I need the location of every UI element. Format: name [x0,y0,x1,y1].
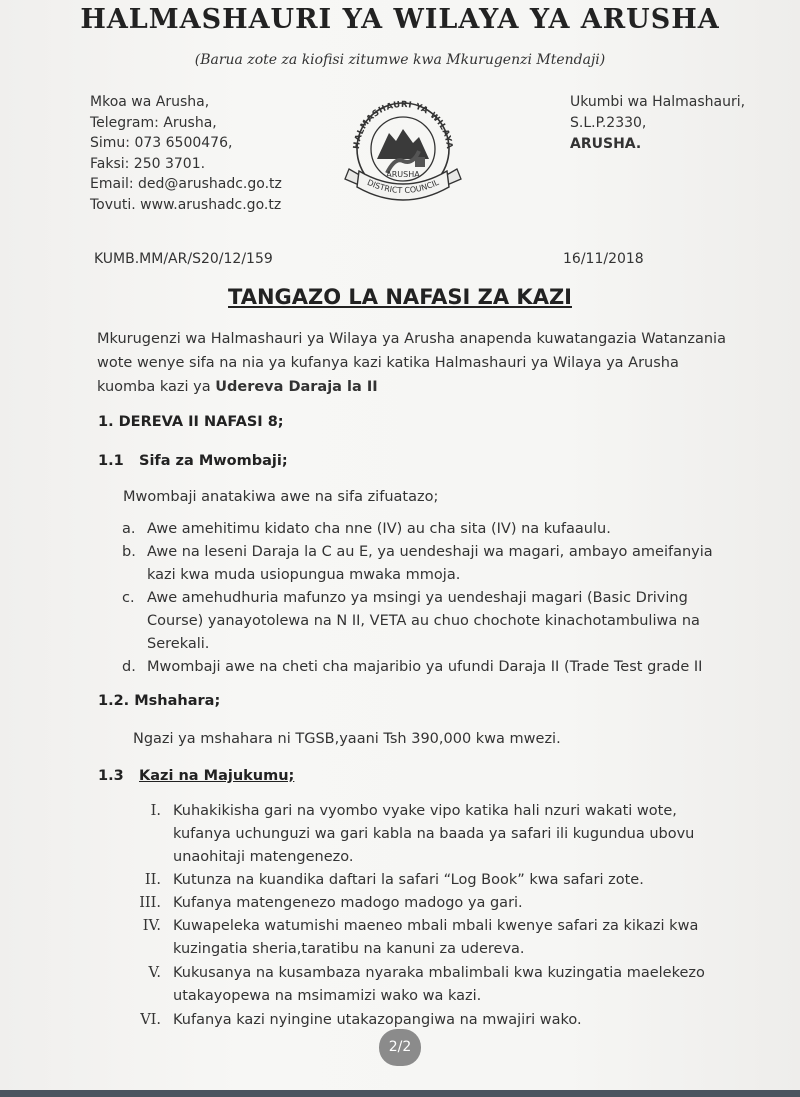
list-item-text: kuzingatia sheria,taratibu na kanuni za udereva. [173,941,525,957]
list-item-text: Kufanya kazi nyingine utakazopangiwa na mwajiri wako. [173,1012,582,1028]
section-1-1-number: 1.1 [98,453,124,469]
list-item-text: Kutunza na kuandika daftari la safari “Log Book” kwa safari zote. [173,872,644,888]
list-item-text: Mwombaji awe na cheti cha majaribio ya ufundi Daraja II (Trade Test grade II [147,659,703,675]
contact-line: Simu: 073 6500476, [90,135,233,151]
list-item-text: Kukusanya na kusambaza nyaraka mbalimbali kwa kuzingatia maelekezo [173,965,705,981]
section-1-1-title: Sifa za Mwombaji; [139,453,288,469]
list-marker: II. [144,872,161,888]
list-item-text: Course) yanayotolewa na N II, VETA au chuo chochote kinachotambuliwa na [147,613,700,629]
address-line: Ukumbi wa Halmashauri, [570,94,746,110]
list-item-text: Kuhakikisha gari na vyombo vyake vipo katika hali nzuri wakati wote, [173,803,677,819]
address-line: S.L.P.2330, [570,115,647,131]
list-marker: I. [150,803,161,819]
list-marker: III. [139,895,161,911]
intro-text: Mkurugenzi wa Halmashauri ya Wilaya ya Arusha anapenda kuwatangazia Watanzania wote wenye sifa na nia ya kufanya kazi katika Halmashauri ya Wilaya ya Arusha kuomba kazi ya [97,331,726,395]
section-1-3-number: 1.3 [98,768,124,784]
contact-details-left [90,92,282,215]
list-item-text: Kuwapeleka watumishi maeneo mbali mbali kwenye safari za kikazi kwa [173,918,699,934]
council-subtitle: (Barua zote za kiofisi zitumwe kwa Mkurugenzi Mtendaji) [194,52,606,68]
qualifications-intro: Mwombaji anatakiwa awe na sifa zifuatazo; [123,489,439,505]
list-item-text: unaohitaji matengenezo. [173,849,354,865]
letter-date: 16/11/2018 [563,251,644,267]
list-item-text: utakayopewa na msimamizi wako wa kazi. [173,988,482,1004]
list-marker: c. [122,590,135,606]
announcement-heading: TANGAZO LA NAFASI ZA KAZI [228,285,572,309]
email-line: Email: ded@arushadc.go.tz [90,176,282,192]
district-council-seal [333,93,473,205]
intro-job-title: Udereva Daraja la II [215,379,378,395]
list-item-text: Serekali. [147,636,210,652]
list-marker: IV. [142,918,161,934]
list-item-text: Awe na leseni Daraja la C au E, ya uendeshaji wa magari, ambayo ameifanyia [147,544,713,560]
website-line: Tovuti. www.arushadc.go.tz [90,196,282,213]
list-item-text: kazi kwa muda usiopungua mwaka mmoja. [147,567,461,583]
svg-text:HALMASHAURI YA WILAYA: HALMASHAURI YA WILAYA [351,99,455,150]
list-marker: a. [122,521,136,537]
list-item-text: kufanya uchunguzi wa gari kabla na baada ya safari ili kugundua ubovu [173,826,695,842]
list-marker: V. [148,965,161,981]
section-1-2-heading: 1.2. Mshahara; [98,693,221,709]
page-indicator[interactable]: 2/2 [379,1029,421,1066]
section-1-3-title: Kazi na Majukumu; [139,768,295,784]
contact-line: Mkoa wa Arusha, [90,94,210,110]
bottom-edge [0,1090,800,1097]
council-title: HALMASHAURI YA WILAYA YA ARUSHA [80,4,720,35]
list-item-text: Awe amehitimu kidato cha nne (IV) au cha sita (IV) na kufaaulu. [147,521,611,537]
list-marker: d. [122,659,136,675]
intro-paragraph [97,327,737,399]
svg-text:ARUSHA: ARUSHA [386,170,420,179]
list-marker: VI. [140,1012,161,1028]
section-1-heading: 1. DEREVA II NAFASI 8; [98,414,284,430]
contact-line: Telegram: Arusha, [90,114,217,131]
list-item-text: Awe amehudhuria mafunzo ya msingi ya uendeshaji magari (Basic Driving [147,590,688,606]
address-city: ARUSHA. [570,136,642,152]
svg-text:DISTRICT COUNCIL: DISTRICT COUNCIL [365,177,441,196]
reference-number: KUMB.MM/AR/S20/12/159 [94,251,273,267]
list-marker: b. [122,544,136,560]
salary-text: Ngazi ya mshahara ni TGSB,yaani Tsh 390,000 kwa mwezi. [133,731,561,747]
contact-details-right [570,92,745,155]
contact-line: Faksi: 250 3701. [90,155,206,172]
list-item-text: Kufanya matengenezo madogo madogo ya gari. [173,895,523,911]
